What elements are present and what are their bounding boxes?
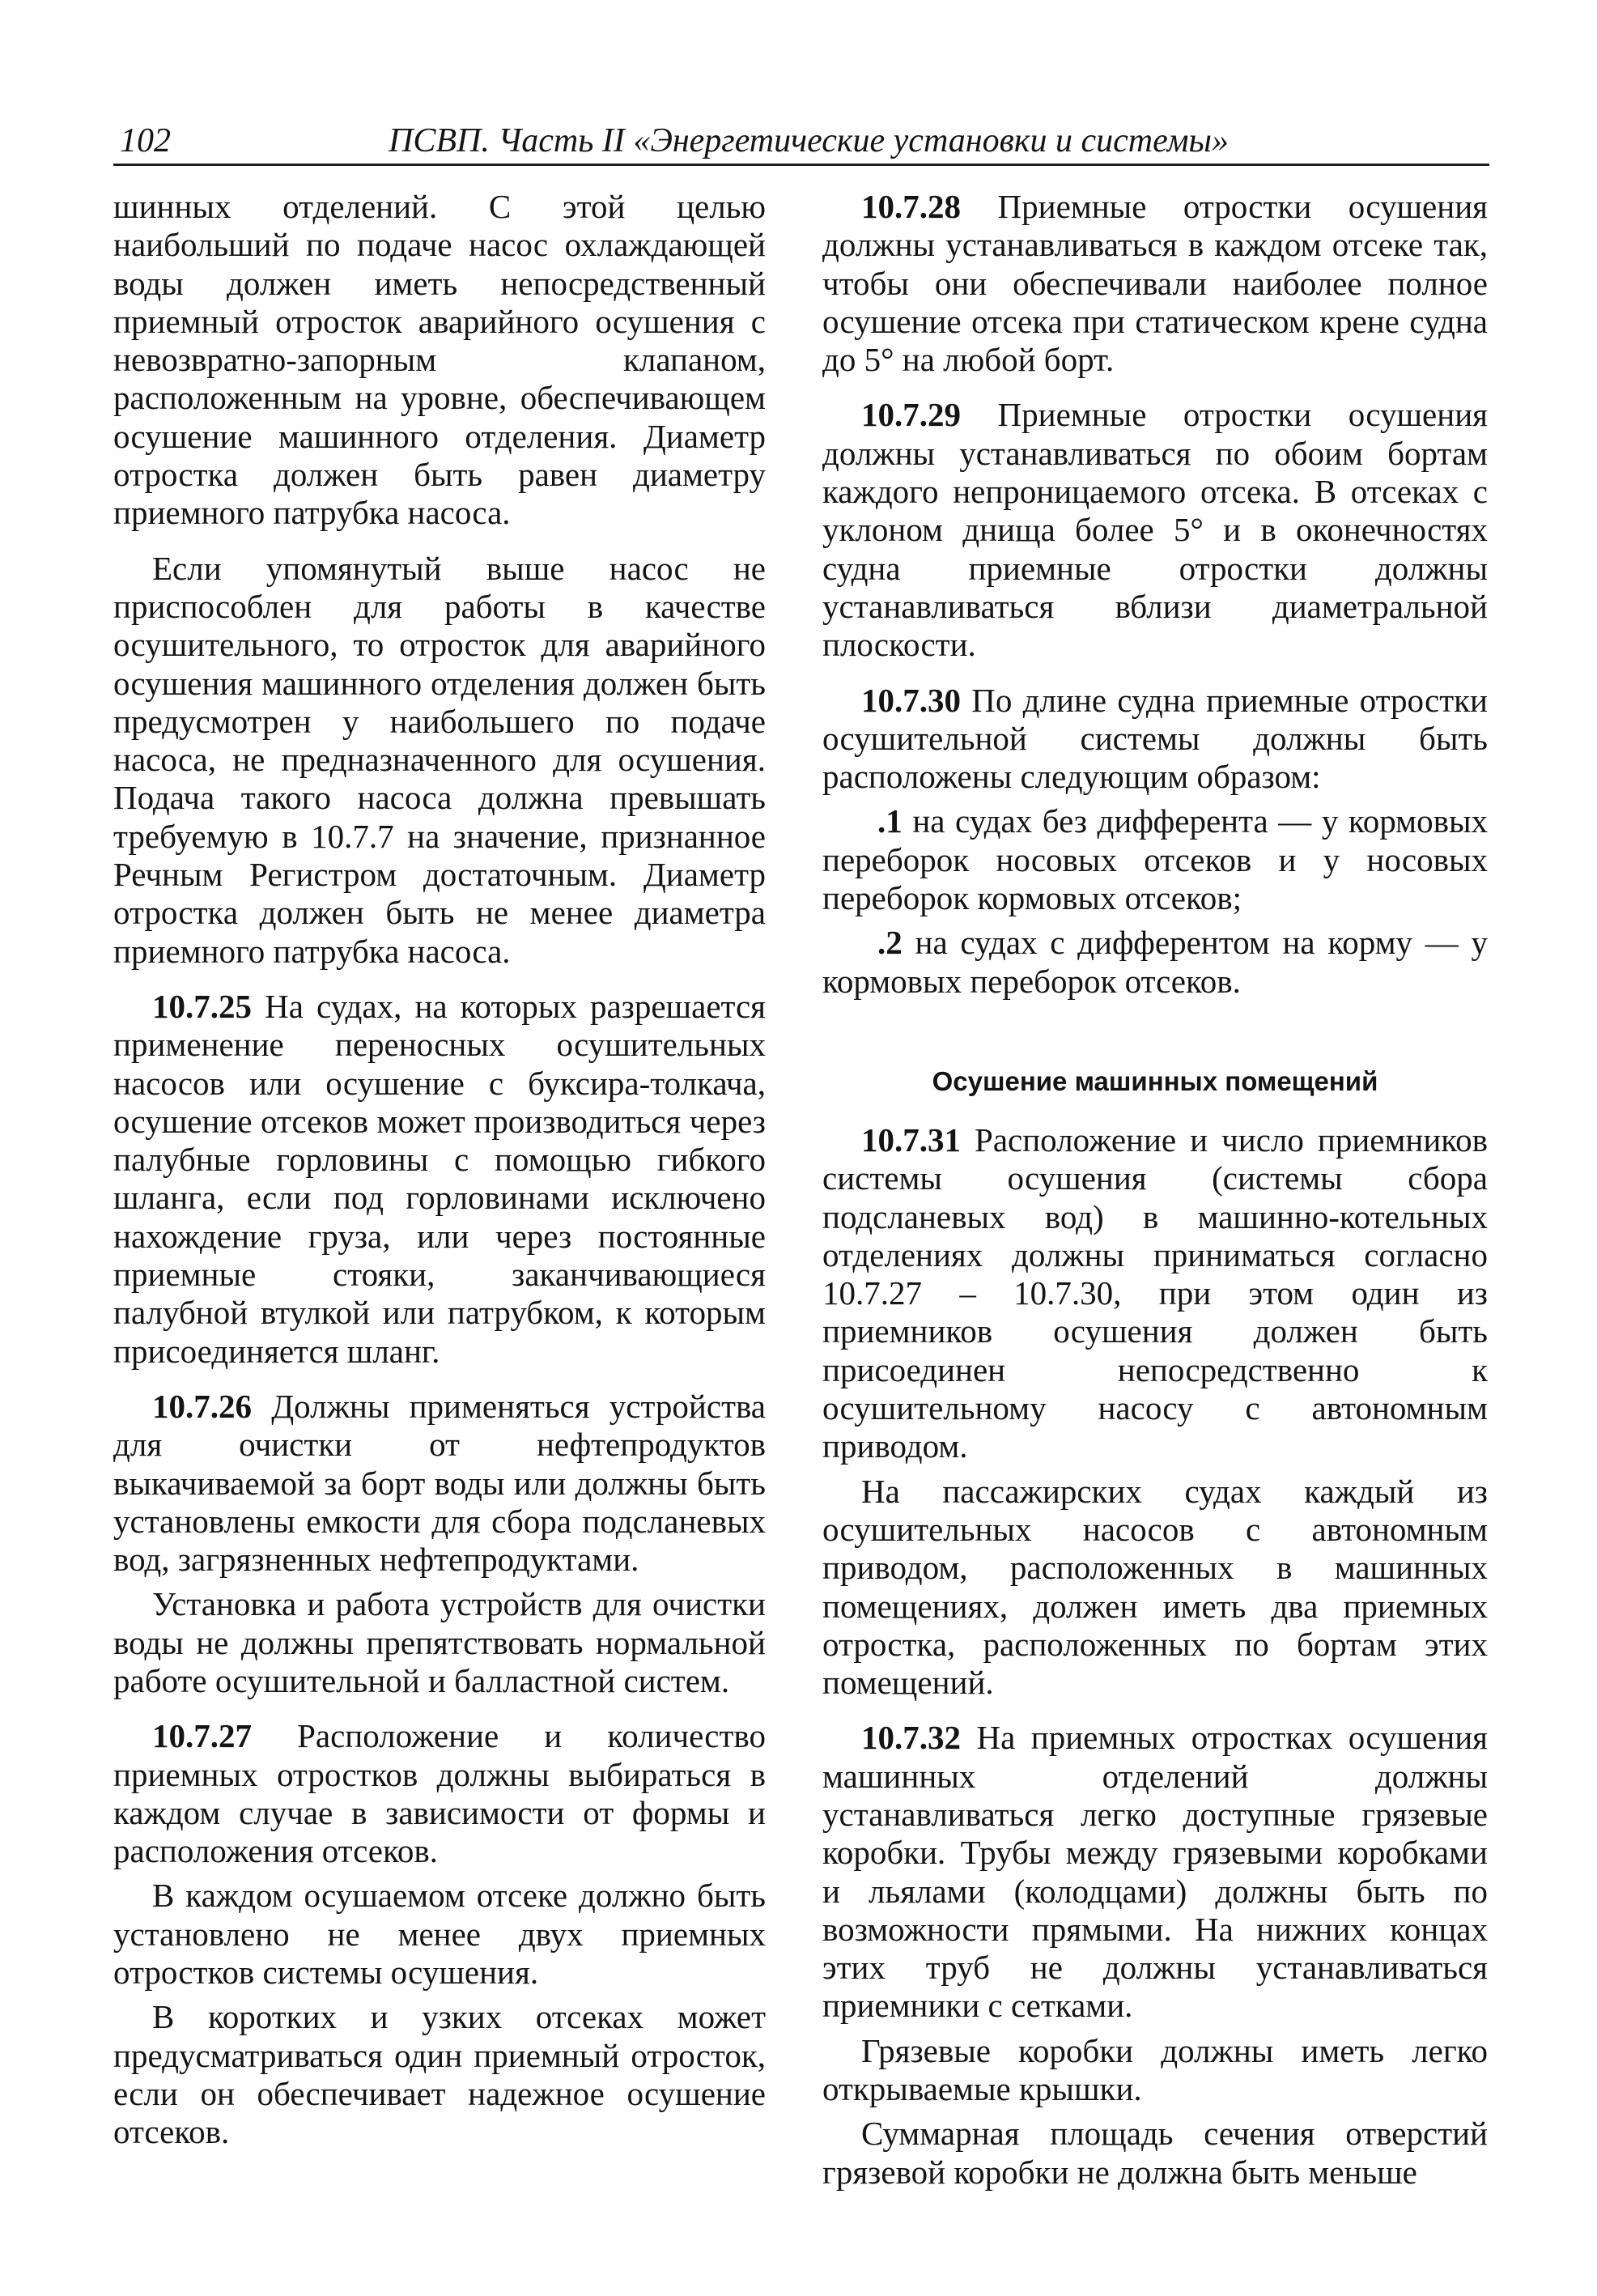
list-text: на судах без дифферента — у кормовых переборок носовых отсеков и у носовых переборок кормовых отсеков; bbox=[822, 802, 1488, 917]
clause-number: 10.7.29 bbox=[861, 396, 961, 434]
clause-text: Приемные отростки осушения должны устанавливаться в каждом отсеке так, чтобы они обеспечивали наиболее полное осушение отсека при статическом крене судна до 5° на любой борт. bbox=[822, 188, 1488, 379]
paragraph: В коротких и узких отсеках может предусматриваться один приемный отросток, если он обеспечивает надежное осушение отсеков. bbox=[113, 1998, 766, 2151]
left-column bbox=[113, 188, 766, 2169]
list-item-2 bbox=[822, 924, 1488, 1001]
clause-10-7-29 bbox=[822, 396, 1488, 664]
paragraph: На пассажирских судах каждый из осушительных насосов с автономным приводом, расположенных в машинных помещениях, должен иметь два приемных отростка, расположенных по бортам этих помещений. bbox=[822, 1472, 1488, 1702]
section-heading: Осушение машинных помещений bbox=[932, 1065, 1378, 1096]
clause-text: По длине судна приемные отростки осушительной системы должны быть расположены следующим образом: bbox=[822, 681, 1488, 796]
clause-number: 10.7.30 bbox=[861, 681, 961, 719]
clause-10-7-30 bbox=[822, 682, 1488, 797]
clause-text: Приемные отростки осушения должны устанавливаться по обоим бортам каждого непроницаемого отсека. В отсеках с уклоном днища более 5° и в оконечностях судна приемные отростки должны устанавливаться вблизи диаметральной плоскости. bbox=[822, 396, 1488, 664]
clause-10-7-27 bbox=[113, 1717, 766, 1870]
page-header bbox=[113, 115, 1489, 166]
clause-number: 10.7.26 bbox=[152, 1387, 252, 1425]
clause-text: На приемных отростках осушения машинных отделений должны устанавливаться легко доступные грязевые коробки. Трубы между грязевыми коробками и льялами (колодцами) должны быть по возможности прямыми. На нижних концах этих труб не должны устанавливаться приемники с сетками. bbox=[822, 1719, 1488, 2025]
clause-10-7-32 bbox=[822, 1719, 1488, 2025]
clause-text: Расположение и число приемников системы осушения (системы сбора подсланевых вод) в машинно-котельных отделениях должны приниматься согласно 10.7.27 – 10.7.30, при этом один из приемников осушения должен быть присоединен непосредственно к осушительному насосу с автономным приводом. bbox=[822, 1120, 1488, 1465]
clause-number: 10.7.25 bbox=[152, 987, 252, 1025]
paragraph: В каждом осушаемом отсеке должно быть установлено не менее двух приемных отростков системы осушения. bbox=[113, 1877, 766, 1992]
clause-text: Расположение и количество приемных отростков должны выбираться в каждом случае в зависимости от формы и расположения отсеков. bbox=[113, 1717, 766, 1870]
paragraph: Грязевые коробки должны иметь легко открываемые крышки. bbox=[822, 2031, 1488, 2108]
running-title: ПСВП. Часть II «Энергетические установки и системы» bbox=[389, 122, 1229, 159]
list-item-1 bbox=[822, 802, 1488, 917]
clause-10-7-25 bbox=[113, 988, 766, 1371]
right-column bbox=[822, 188, 1488, 2209]
clause-number: 10.7.31 bbox=[861, 1120, 961, 1159]
list-text: на судах с дифферентом на корму — у кормовых переборок отсеков. bbox=[822, 924, 1489, 1000]
clause-number: 10.7.27 bbox=[152, 1717, 252, 1755]
clause-10-7-31 bbox=[822, 1121, 1488, 1466]
clause-text: На судах, на которых разрешается применение переносных осушительных насосов или осушение с буксира-толкача, осушение отсеков может производиться через палубные горловины с помощью гибкого шланга, если под горловинами исключено нахождение груза, или через постоянные приемные стояки, заканчивающиеся палубной втулкой или патрубком, к которым присоединяется шланг. bbox=[113, 987, 766, 1370]
list-number: .2 bbox=[877, 924, 903, 962]
clause-number: 10.7.28 bbox=[861, 188, 961, 225]
list-number: .1 bbox=[877, 802, 903, 840]
paragraph-continuation: шинных отделений. С этой целью наибольший по подаче насос охлаждающей воды должен иметь непосредственный приемный отросток аварийного осушения с невозвратно-запорным клапаном, расположенным на уровне, обеспечивающем осушение машинного отделения. Диаметр отростка должен быть равен диаметру приемного патрубка насоса. bbox=[113, 188, 766, 532]
paragraph: Установка и работа устройств для очистки воды не должны препятствовать нормальной работе осушительной и балластной систем. bbox=[113, 1585, 766, 1699]
clause-10-7-28 bbox=[822, 188, 1488, 379]
clause-text: Должны применяться устройства для очистки от нефтепродуктов выкачиваемой за борт воды или должны быть установлены емкости для сбора подсланевых вод, загрязненных нефтепродуктами. bbox=[113, 1387, 766, 1579]
clause-10-7-26 bbox=[113, 1388, 766, 1579]
paragraph: Суммарная площадь сечения отверстий грязевой коробки не должна быть меньше bbox=[822, 2115, 1488, 2191]
paragraph: Если упомянутый выше насос не приспособлен для работы в качестве осушительного, то отросток для аварийного осушения машинного отделения должен быть предусмотрен у наибольшего по подаче насоса, не предназначенного для осушения. Подача такого насоса должна превышать требуемую в 10.7.7 на значение, признанное Речным Регистром достаточным. Диаметр отростка должен быть не менее диаметра приемного патрубка насоса. bbox=[113, 549, 766, 970]
page-number: 102 bbox=[120, 122, 171, 159]
clause-number: 10.7.32 bbox=[861, 1719, 961, 1757]
